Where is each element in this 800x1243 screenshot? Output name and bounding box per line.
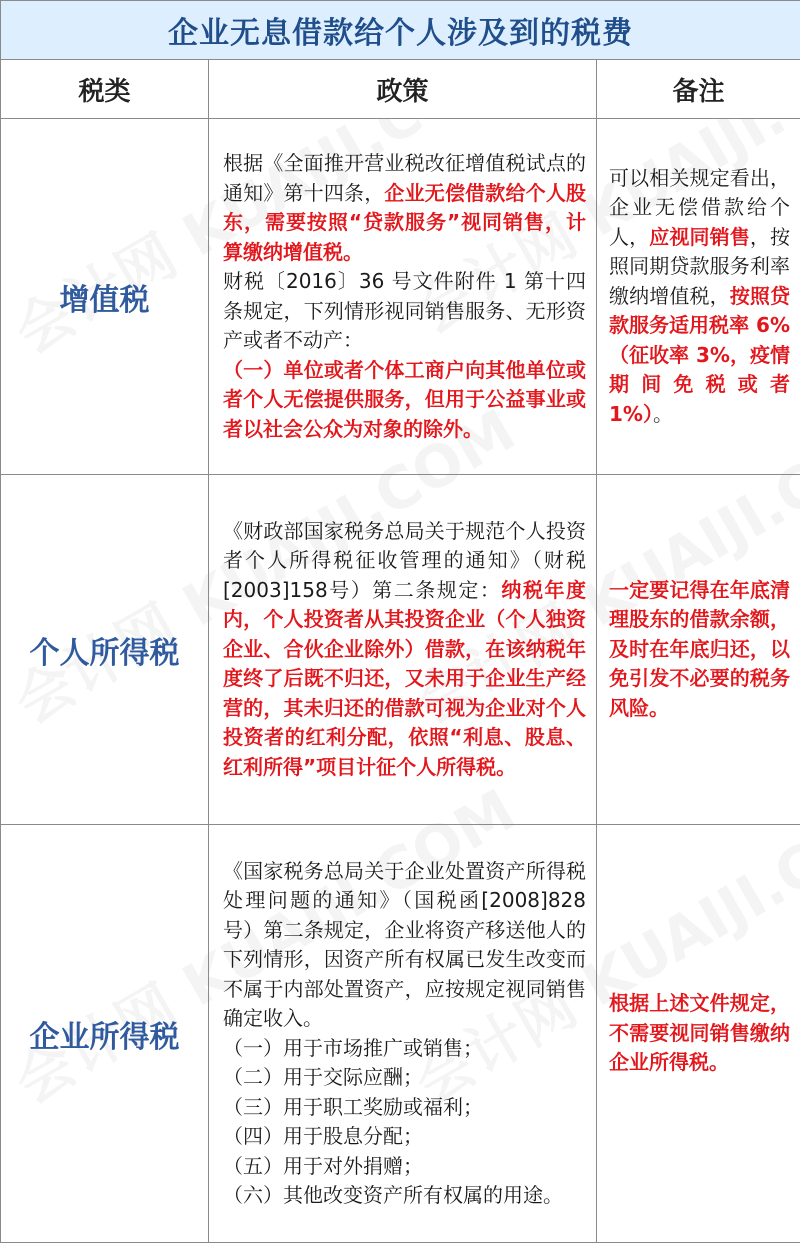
table-row xyxy=(1,825,800,1243)
header-category: 税类 xyxy=(1,60,209,119)
header-note: 备注 xyxy=(597,60,800,119)
note-highlight: 根据上述文件规定，不需要视同销售缴纳企业所得税。 xyxy=(609,991,790,1074)
policy-list-item: （二）用于交际应酬； xyxy=(223,1063,586,1093)
note-text: 可以相关规定看出，企业无偿借款给个人， xyxy=(609,166,790,249)
table-row xyxy=(1,475,800,825)
category-cell: 个人所得税 xyxy=(1,475,209,825)
note-cell xyxy=(597,119,800,475)
policy-list-item: （一）用于市场推广或销售； xyxy=(223,1034,586,1064)
policy-text: 根据《全面推开营业税改征增值税试点的通知》第十四条， xyxy=(223,151,586,205)
policy-text: 《财政部国家税务总局关于规范个人投资者个人所得税征收管理的通知》（财税[2003]158号）第二条规定： xyxy=(223,519,586,602)
policy-text: 《国家税务总局关于企业处置资产所得税处理问题的通知》（国税函[2008]828 号）第二条规定，企业将资产移送他人的下列情形，因资产所有权属已发生改变而不属于内部处置资产，应按规定视同销售确定收入。 xyxy=(223,857,586,1034)
note-highlight: 按照贷款服务适用税率 6%（征收率 3%，疫情期间免税或者 1%） xyxy=(609,284,790,426)
category-cell: 企业所得税 xyxy=(1,825,209,1243)
policy-cell xyxy=(209,119,597,475)
note-highlight: 应视同销售 xyxy=(649,225,750,249)
page-title: 企业无息借款给个人涉及到的税费 xyxy=(1,1,800,60)
policy-cell xyxy=(209,475,597,825)
note-cell xyxy=(597,825,800,1243)
category-cell: 增值税 xyxy=(1,119,209,475)
policy-list-item: （三）用于职工奖励或福利； xyxy=(223,1093,586,1123)
header-policy: 政策 xyxy=(209,60,597,119)
policy-highlight: （一）单位或者个体工商户向其他单位或者个人无偿提供服务，但用于公益事业或者以社会公众为对象的除外。 xyxy=(223,356,586,445)
note-cell xyxy=(597,475,800,825)
note-highlight: 一定要记得在年底清理股东的借款余额，及时在年底归还，以免引发不必要的税务风险。 xyxy=(609,578,790,720)
note-text: ，按照同期贷款服务利率缴纳增值税， xyxy=(609,225,790,308)
policy-list-item: （六）其他改变资产所有权属的用途。 xyxy=(223,1181,586,1211)
note-text: 。 xyxy=(653,402,673,426)
policy-list-item: （四）用于股息分配； xyxy=(223,1122,586,1152)
policy-highlight: 企业无偿借款给个人股东，需要按照“贷款服务”视同销售，计算缴纳增值税。 xyxy=(223,181,586,264)
policy-text: 财税〔2016〕36 号文件附件 1 第十四条规定，下列情形视同销售服务、无形资产或者不动产： xyxy=(223,267,586,356)
table-row xyxy=(1,119,800,475)
policy-cell xyxy=(209,825,597,1243)
policy-list-item: （五）用于对外捐赠； xyxy=(223,1152,586,1182)
policy-highlight: 纳税年度内，个人投资者从其投资企业（个人独资企业、合伙企业除外）借款，在该纳税年度终了后既不归还，又未用于企业生产经营的，其未归还的借款可视为企业对个人投资者的红利分配，依照“利息、股息、红利所得”项目计征个人所得税。 xyxy=(223,578,586,779)
